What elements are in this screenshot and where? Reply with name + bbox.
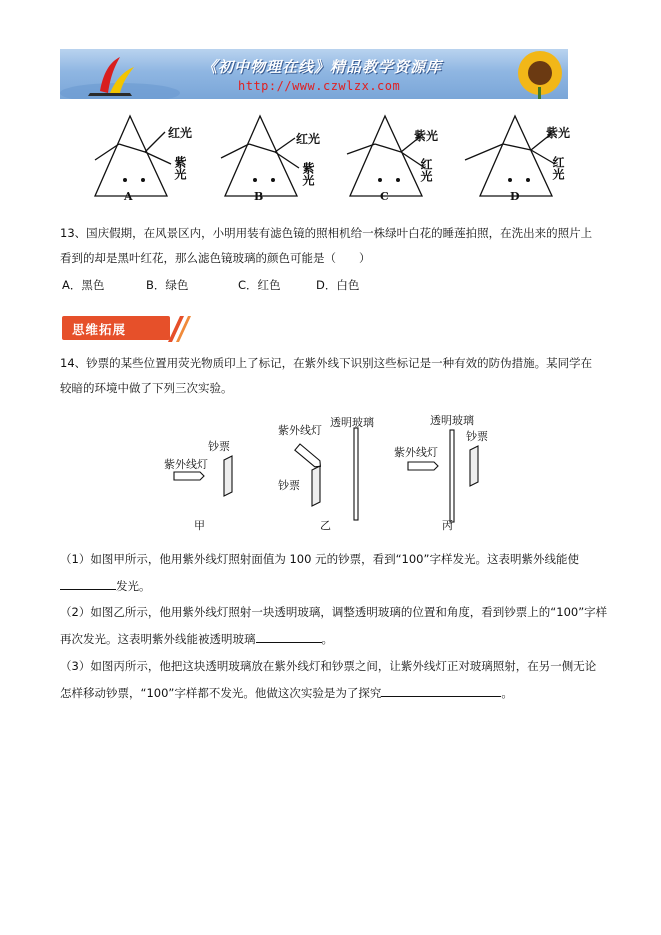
answer-blank-3[interactable] — [381, 684, 501, 697]
fig-a-caption: 甲 — [194, 519, 205, 532]
q14-part3-line1: （3）如图丙所示，他把这块透明玻璃放在紫外线灯和钞票之间，让紫外线灯正对玻璃照射，在另一侧无论 — [60, 659, 597, 673]
q14-text-line1: 14、钞票的某些位置用荧光物质印上了标记，在紫外线下识别这些标记是一种有效的防伪措施。某同学在 — [60, 356, 593, 370]
fig-c-caption: 丙 — [442, 519, 453, 532]
fig-b-bill-label: 钞票 — [278, 479, 300, 492]
q14-part3-text: 怎样移动钞票，“100”字样都不发光。他做这次实验是为了探究 — [60, 686, 382, 700]
q13-option-d: D．白色 — [316, 278, 360, 292]
q13-text-line2: 看到的却是黑叶红花，那么滤色镜玻璃的颜色可能是（ ） — [60, 251, 371, 265]
section-title: 思维拓展 — [72, 322, 127, 337]
stripes-icon — [166, 314, 192, 344]
prism-a-top-label: 红光 — [168, 126, 193, 140]
answer-blank-1[interactable] — [60, 577, 116, 590]
fig-a-lamp-label: 紫外线灯 — [164, 458, 208, 471]
fig-a-bill-label: 钞票 — [208, 440, 230, 453]
q13-text-line1: 13、国庆假期，在风景区内，小明用装有滤色镜的照相机给一株绿叶白花的睡莲拍照，在洗出来的照片上 — [60, 226, 593, 240]
prism-d-bottom-label: 红光 — [551, 156, 565, 180]
q14-part1-end: 发光。 — [116, 579, 151, 593]
banner-title: 《初中物理在线》精品教学资源库 — [202, 58, 443, 76]
q13-option-c: C．红色 — [238, 278, 281, 292]
prism-c-bottom-label: 红光 — [419, 158, 433, 182]
answer-blank-2[interactable] — [256, 630, 322, 643]
fig-b-glass-label: 透明玻璃 — [330, 416, 374, 429]
prism-c-option: C — [380, 190, 389, 203]
prism-a-option: A — [124, 190, 133, 203]
section-heading — [62, 314, 190, 342]
q14-part2-text: 再次发光。这表明紫外线能被透明玻璃 — [60, 632, 256, 646]
prism-d-option: D — [510, 190, 520, 203]
prism-b-top-label: 红光 — [296, 132, 321, 146]
fig-b-lamp-label: 紫外线灯 — [278, 424, 322, 437]
q14-part2-end: 。 — [321, 632, 333, 646]
prism-a-bottom-label: 紫光 — [173, 156, 187, 180]
fig-c-glass-label: 透明玻璃 — [430, 414, 474, 427]
q14-part3-line2 — [60, 684, 513, 701]
header-banner — [60, 49, 568, 99]
fig-b-caption: 乙 — [320, 519, 331, 532]
fig-c-bill-label: 钞票 — [466, 430, 488, 443]
q14-part2-line2 — [60, 630, 333, 647]
q14-part1-line2 — [60, 577, 151, 594]
q14-text-line2: 较暗的环境中做了下列三次实验。 — [60, 381, 233, 395]
q14-part2-line1: （2）如图乙所示，他用紫外线灯照射一块透明玻璃，调整透明玻璃的位置和角度，看到钞票上的“100”字样 — [60, 605, 608, 619]
banner-url: http://www.czwlzx.com — [238, 79, 401, 93]
sunflower-icon — [518, 51, 562, 99]
prism-b-bottom-label: 紫光 — [301, 162, 315, 186]
q14-part3-end: 。 — [501, 686, 513, 700]
q14-part1-line1: （1）如图甲所示，他用紫外线灯照射面值为 100 元的钞票，看到“100”字样发光。这表明紫外线能使 — [60, 552, 579, 566]
prism-b-option: B — [254, 190, 264, 203]
q13-option-b: B．绿色 — [146, 278, 189, 292]
fig-c-lamp-label: 紫外线灯 — [394, 446, 438, 459]
q13-option-a: A．黑色 — [62, 278, 105, 292]
prism-c-top-label: 紫光 — [414, 129, 439, 143]
prism-d-top-label: 紫光 — [546, 126, 571, 140]
